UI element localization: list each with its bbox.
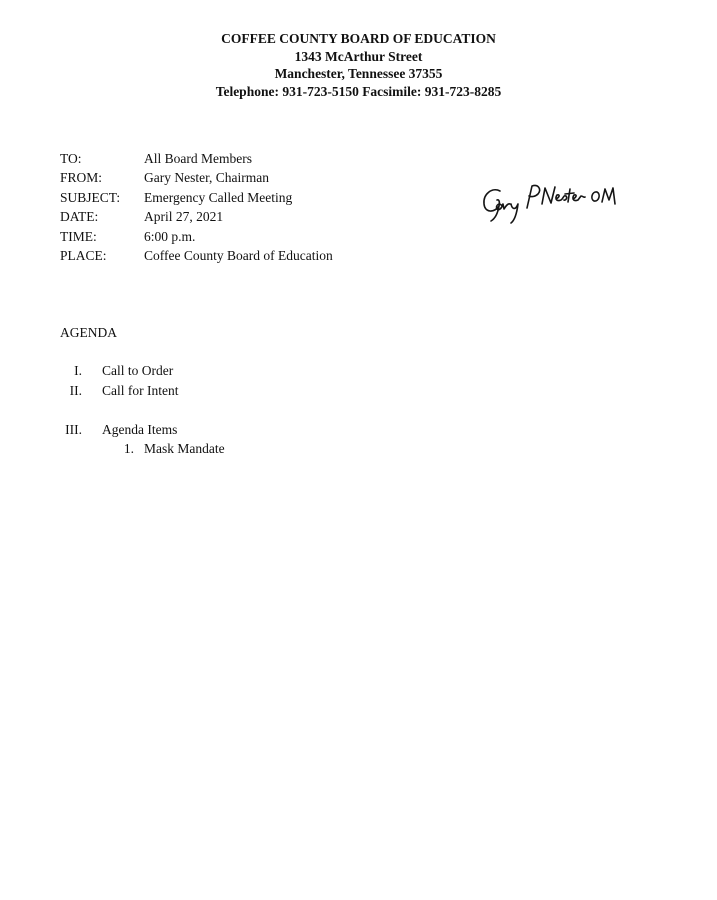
agenda-numeral-3: III. [65,422,82,437]
memo-label-to: TO: [60,151,82,166]
agenda-subitem-mask-mandate: Mask Mandate [144,441,225,456]
letterhead [0,30,717,100]
organization-name: COFFEE COUNTY BOARD OF EDUCATION [221,31,496,46]
memo-value-from: Gary Nester, Chairman [144,170,270,186]
handwritten-signature [478,182,628,232]
agenda-numeral-1: I. [74,363,82,378]
contact-numbers: Telephone: 931-723-5150 Facsimile: 931-723-8285 [215,83,502,99]
memo-value-to: All Board Members [144,151,252,166]
memo-label-subject: SUBJECT: [60,189,121,205]
memo-row-place [60,246,333,265]
agenda-heading: AGENDA [60,325,117,340]
agenda-item-agenda-items: Agenda Items [102,422,178,437]
memo-label-from: FROM: [60,170,103,186]
memo-label-time: TIME: [60,228,97,244]
agenda-item-call-to-order: Call to Order [102,363,174,378]
memo-label-place: PLACE: [60,248,107,264]
memo-label-date: DATE: [60,209,99,225]
city-state-zip: Manchester, Tennessee 37355 [274,66,443,81]
memo-value-date: April 27, 2021 [144,209,224,225]
memo-value-place: Coffee County Board of Education [144,248,333,264]
agenda-numeral-2: II. [69,383,82,398]
memo-header [60,149,333,265]
memo-value-time: 6:00 p.m. [144,228,196,244]
memo-row-date [60,207,333,226]
street-address: 1343 McArthur Street [294,48,423,64]
memo-row-from [60,168,333,187]
memo-row-to [60,149,333,168]
agenda-subitem-number-1: 1. [123,441,134,456]
memo-value-subject: Emergency Called Meeting [144,189,293,205]
memo-row-time [60,227,333,246]
memo-row-subject [60,188,333,207]
agenda-item-call-for-intent: Call for Intent [102,383,179,398]
